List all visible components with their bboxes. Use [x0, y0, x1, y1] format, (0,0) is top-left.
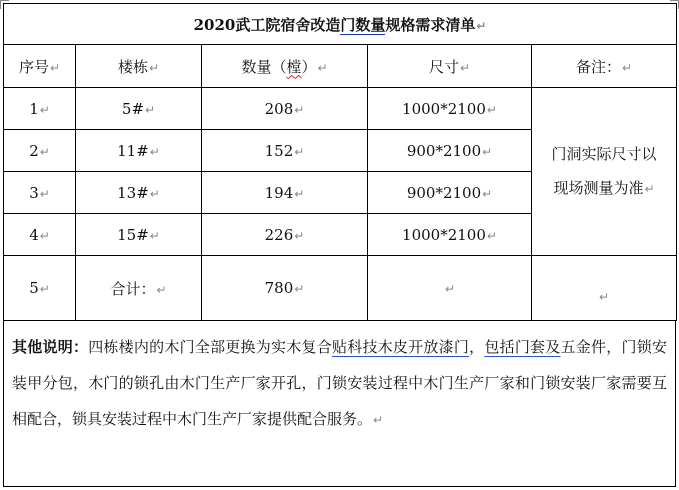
header-index: 序号↵	[4, 45, 76, 88]
cell-size: 900*2100↵	[368, 172, 532, 214]
remark-line: 现场测量为准	[553, 179, 644, 197]
cell-size: 1000*2100↵	[368, 214, 532, 256]
header-size: 尺寸↵	[368, 45, 532, 88]
paragraph-mark: ↵	[476, 18, 487, 33]
notes-label: 其他说明：	[12, 338, 89, 356]
remark-line: 门洞实际尺寸以	[551, 145, 657, 163]
notes-text: 五金件，门锁安装甲分包，木门的锁孔由木门生产厂家开孔，门锁安装过程中木门生产厂家和门锁安装厂家需要互相配合，锁具安装过程中木门生产厂家提供配合服务。	[12, 338, 667, 428]
header-remark: 备注：↵	[532, 45, 677, 88]
cell-index: 5↵	[4, 256, 76, 321]
cell-size: 1000*2100↵	[368, 88, 532, 130]
cell-building: 15#↵	[76, 214, 202, 256]
notes-text-underlined: 包括门套及	[484, 338, 561, 356]
cell-index: 1↵	[4, 88, 76, 130]
notes-text-underlined: 贴科技木皮开放漆门	[331, 338, 470, 356]
cell-index: 3↵	[4, 172, 76, 214]
paragraph-mark: ↵	[373, 413, 384, 427]
cell-quantity: 226↵	[202, 214, 368, 256]
header-quantity: 数量（樘）↵	[202, 45, 368, 88]
table-title	[4, 4, 677, 45]
notes-text: 四栋楼内的木门全部更换为实木复合	[88, 338, 332, 356]
cell-quantity: 208↵	[202, 88, 368, 130]
cell-total-label: 合计：↵	[76, 256, 202, 321]
notes-paragraph	[3, 321, 676, 487]
notes-text: ，	[469, 338, 485, 356]
cell-index: 2↵	[4, 130, 76, 172]
header-building: 楼栋↵	[76, 45, 202, 88]
title-text-underlined: 门数量	[340, 15, 386, 34]
cell-building: 11#↵	[76, 130, 202, 172]
cell-quantity: 152↵	[202, 130, 368, 172]
cell-empty: ↵	[532, 256, 677, 321]
spellcheck-underlined-word: 樘	[286, 57, 302, 76]
title-text: 规格需求清单	[385, 15, 476, 34]
total-row	[4, 256, 677, 321]
cell-remark: 门洞实际尺寸以 现场测量为准↵	[532, 88, 677, 256]
cell-quantity: 194↵	[202, 172, 368, 214]
requirements-table	[3, 3, 677, 321]
table-row	[4, 88, 677, 130]
cell-building: 5#↵	[76, 88, 202, 130]
title-text: 2020武工院宿舍改造	[193, 15, 341, 34]
cell-building: 13#↵	[76, 172, 202, 214]
cell-size: 900*2100↵	[368, 130, 532, 172]
cell-index: 4↵	[4, 214, 76, 256]
cell-total-quantity: 780↵	[202, 256, 368, 321]
cell-empty: ↵	[368, 256, 532, 321]
